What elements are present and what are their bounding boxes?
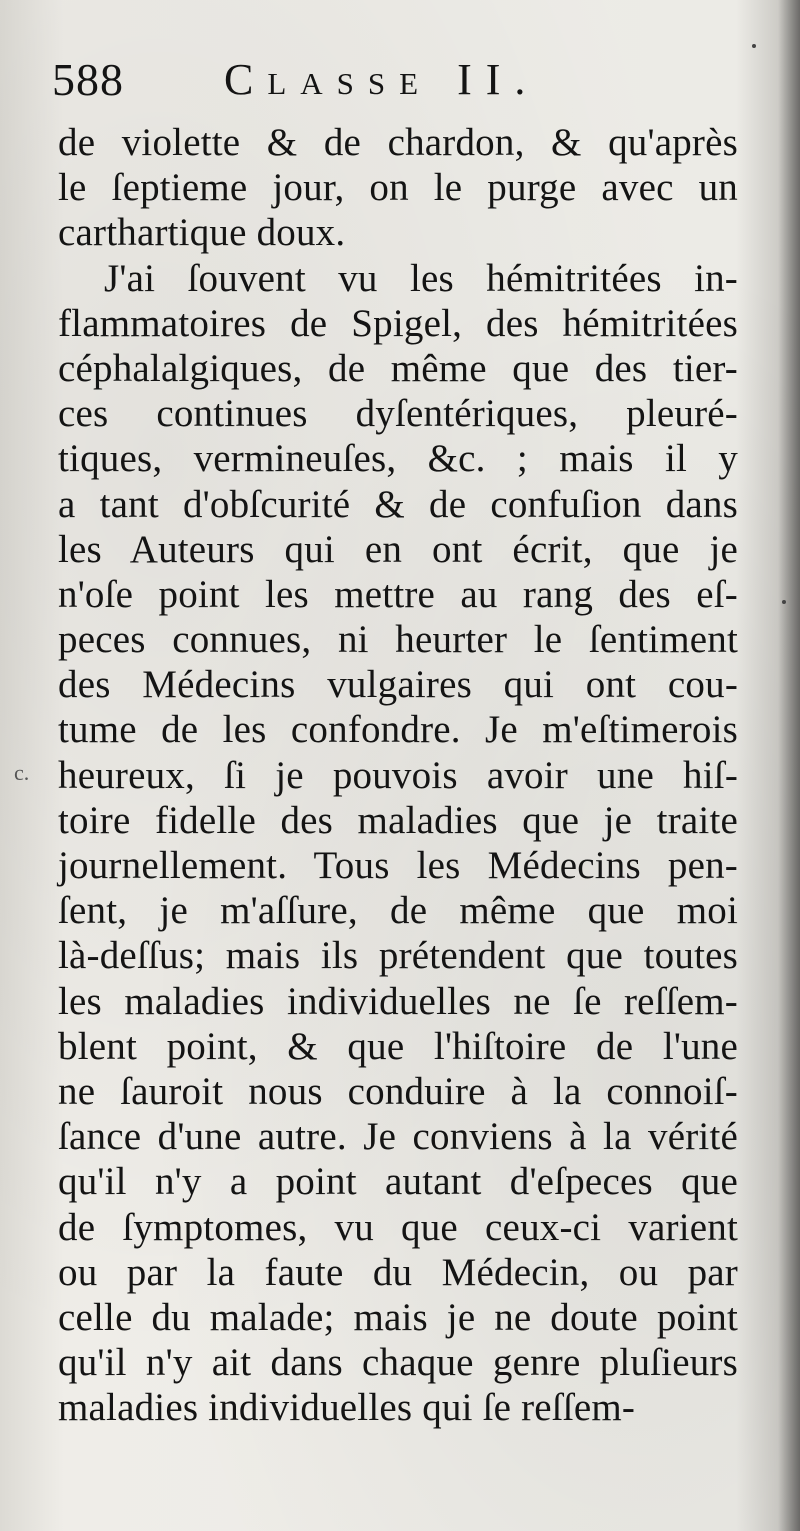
text-line: les maladies individuelles ne ſe reſſem- bbox=[58, 979, 738, 1023]
text-line: ces continues dyſentériques, pleuré- bbox=[58, 392, 738, 436]
text-line: blent point, & que l'hiſtoire de l'une bbox=[58, 1024, 738, 1068]
text-line: flammatoires de Spigel, des hémitritées bbox=[58, 301, 738, 345]
text-line: n'oſe point les mettre au rang des eſ- bbox=[58, 572, 738, 616]
margin-mark: c. bbox=[14, 760, 30, 785]
text-line: toire fidelle des maladies que je traite bbox=[58, 798, 738, 842]
text-line: de violette & de chardon, & qu'après bbox=[58, 121, 738, 164]
page-number: 588 bbox=[52, 54, 124, 105]
running-head: Classe II. bbox=[224, 55, 540, 104]
text-line: le ſeptieme jour, on le purge avec un bbox=[58, 166, 738, 210]
text-line: carthartique doux. bbox=[58, 211, 346, 255]
text-line: ſance d'une autre. Je conviens à la vérité bbox=[58, 1115, 738, 1159]
body-text bbox=[58, 120, 738, 1430]
text-line: a tant d'obſcurité & de confuſion dans bbox=[58, 482, 738, 526]
text-line: de ſymptomes, vu que ceux-ci varient bbox=[58, 1205, 738, 1249]
text-line: ſent, je m'aſſure, de même que moi bbox=[58, 889, 738, 933]
text-line: peces connues, ni heurter le ſentiment bbox=[58, 618, 738, 662]
text-line: les Auteurs qui en ont écrit, que je bbox=[58, 527, 738, 571]
text-line: celle du malade; mais je ne doute point bbox=[58, 1295, 738, 1339]
text-line: des Médecins vulgaires qui ont cou- bbox=[58, 663, 738, 707]
ink-speck bbox=[782, 600, 786, 604]
text-line: céphalalgiques, de même que des tier- bbox=[58, 346, 738, 390]
text-line: qu'il n'y ait dans chaque genre pluſieurs bbox=[58, 1341, 738, 1385]
text-line: ne ſauroit nous conduire à la connoiſ- bbox=[58, 1069, 738, 1113]
page-gutter-shadow bbox=[778, 0, 800, 1531]
text-line: journellement. Tous les Médecins pen- bbox=[58, 844, 738, 887]
text-line: là-deſſus; mais ils prétendent que toutes bbox=[58, 934, 738, 978]
text-line: maladies individuelles qui ſe reſſem- bbox=[58, 1386, 636, 1430]
text-line: tiques, vermineuſes, &c. ; mais il y bbox=[58, 437, 738, 481]
page-header bbox=[52, 52, 752, 112]
text-line: qu'il n'y a point autant d'eſpeces que bbox=[58, 1160, 738, 1204]
text-line: ou par la faute du Médecin, ou par bbox=[58, 1250, 738, 1294]
text-line: J'ai ſouvent vu les hémitritées in- bbox=[104, 256, 738, 300]
text-line: heureux, ſi je pouvois avoir une hiſ- bbox=[58, 753, 738, 797]
text-line: tume de les confondre. Je m'eſtimerois bbox=[58, 708, 738, 752]
ink-speck bbox=[752, 44, 756, 48]
